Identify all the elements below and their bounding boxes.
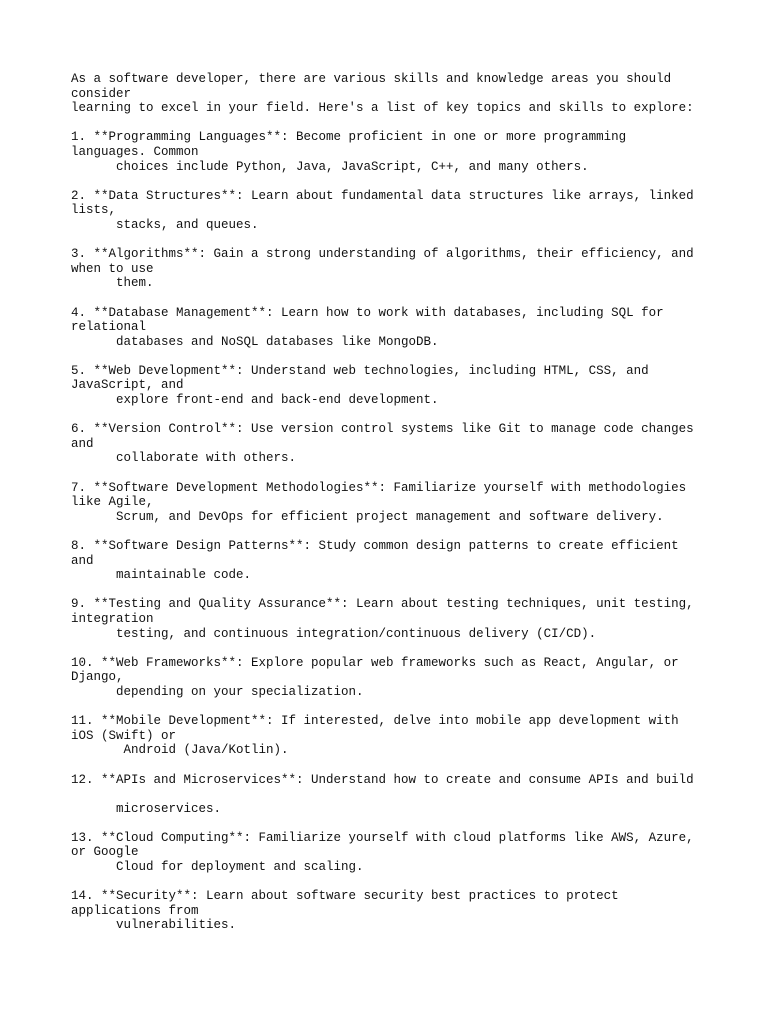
- text-line: 1. **Programming Languages**: Become proficient in one or more programming: [71, 130, 627, 145]
- text-line: [71, 787, 711, 802]
- list-item: [71, 422, 711, 466]
- text-line: collaborate with others.: [71, 451, 297, 466]
- document-page: [71, 72, 711, 948]
- text-line: learning to excel in your field. Here's a list of key topics and skills to explore:: [71, 101, 694, 116]
- text-line: explore front-end and back-end development.: [71, 393, 439, 408]
- text-line: vulnerabilities.: [71, 918, 237, 933]
- list-item: [71, 597, 711, 641]
- text-line: stacks, and queues.: [71, 217, 259, 232]
- text-line: depending on your specialization.: [71, 684, 364, 699]
- text-line: iOS (Swift) or: [71, 728, 177, 743]
- text-line: lists,: [71, 203, 117, 218]
- intro-paragraph: [71, 72, 711, 116]
- list-item: [71, 656, 711, 700]
- text-line: languages. Common: [71, 144, 199, 159]
- text-line: them.: [71, 276, 154, 291]
- list-item: [71, 773, 711, 817]
- text-line: 13. **Cloud Computing**: Familiarize yourself with cloud platforms like AWS, Azure,: [71, 830, 694, 845]
- text-line: and: [71, 553, 94, 568]
- text-line: like Agile,: [71, 495, 154, 510]
- list-item: [71, 889, 711, 933]
- text-line: databases and NoSQL databases like MongoDB.: [71, 334, 439, 349]
- text-line: microservices.: [71, 801, 222, 816]
- list-item: [71, 189, 711, 233]
- text-line: JavaScript, and: [71, 378, 184, 393]
- text-line: 12. **APIs and Microservices**: Understand how to create and consume APIs and build: [71, 772, 694, 787]
- text-line: 4. **Database Management**: Learn how to work with databases, including SQL for: [71, 305, 664, 320]
- text-line: Scrum, and DevOps for efficient project management and software delivery.: [71, 509, 664, 524]
- text-line: choices include Python, Java, JavaScript, C++, and many others.: [71, 159, 589, 174]
- text-line: Django,: [71, 670, 124, 685]
- text-line: testing, and continuous integration/continuous delivery (CI/CD).: [71, 626, 597, 641]
- text-line: 11. **Mobile Development**: If interested, delve into mobile app development with: [71, 714, 679, 729]
- text-line: As a software developer, there are various skills and knowledge areas you should: [71, 72, 672, 86]
- list-item: [71, 714, 711, 758]
- text-line: 8. **Software Design Patterns**: Study common design patterns to create efficient: [71, 539, 679, 553]
- list-item: [71, 247, 711, 291]
- text-line: or Google: [71, 845, 139, 860]
- list-item: [71, 130, 711, 174]
- text-line: when to use: [71, 261, 154, 276]
- list-item: [71, 306, 711, 350]
- text-line: 9. **Testing and Quality Assurance**: Learn about testing techniques, unit testing,: [71, 597, 694, 612]
- text-line: Cloud for deployment and scaling.: [71, 860, 364, 875]
- list-item: [71, 539, 711, 583]
- text-line: 3. **Algorithms**: Gain a strong understanding of algorithms, their efficiency, and: [71, 247, 694, 262]
- text-line: and: [71, 436, 94, 451]
- list-item: [71, 481, 711, 525]
- text-line: maintainable code.: [71, 568, 252, 583]
- text-line: 10. **Web Frameworks**: Explore popular web frameworks such as React, Angular, or: [71, 655, 679, 670]
- text-line: 5. **Web Development**: Understand web technologies, including HTML, CSS, and: [71, 363, 649, 378]
- text-line: 2. **Data Structures**: Learn about fundamental data structures like arrays, linked: [71, 188, 694, 203]
- text-line: Android (Java/Kotlin).: [71, 743, 289, 758]
- text-line: relational: [71, 320, 147, 335]
- text-line: consider: [71, 86, 132, 101]
- text-line: applications from: [71, 903, 199, 918]
- list-item: [71, 831, 711, 875]
- text-line: integration: [71, 611, 154, 626]
- text-line: 14. **Security**: Learn about software security best practices to protect: [71, 889, 619, 904]
- text-line: 6. **Version Control**: Use version control systems like Git to manage code changes: [71, 422, 694, 437]
- list-item: [71, 364, 711, 408]
- text-line: 7. **Software Development Methodologies**: Familiarize yourself with methodologies: [71, 480, 687, 495]
